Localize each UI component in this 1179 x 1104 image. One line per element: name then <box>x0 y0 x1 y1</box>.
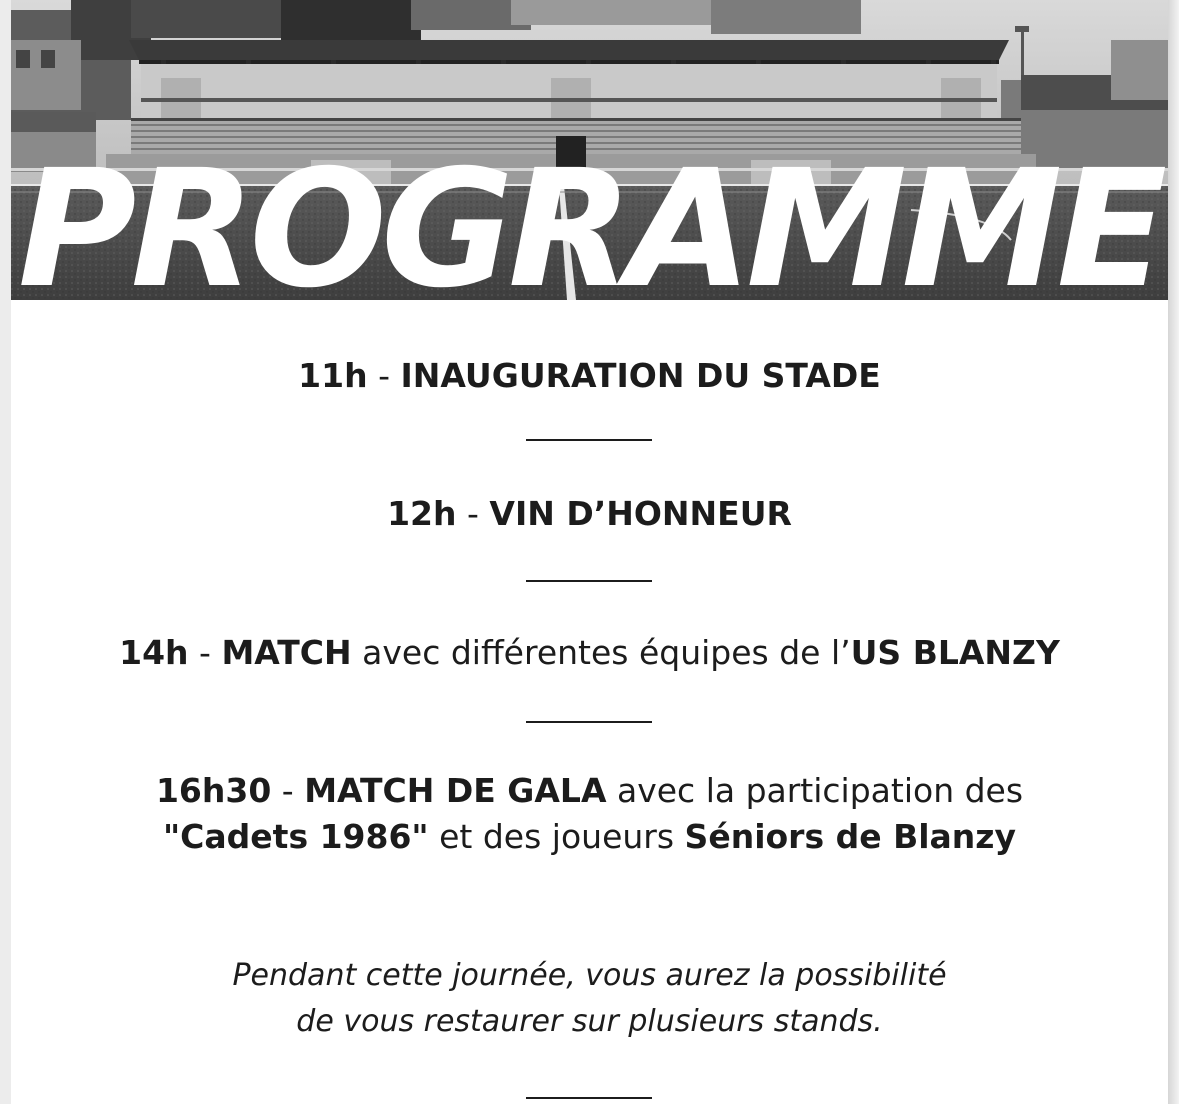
schedule-item-1 <box>11 353 1168 399</box>
schedule-team: US BLANZY <box>850 633 1060 672</box>
schedule-time: 16h30 <box>155 771 272 810</box>
divider <box>526 721 652 723</box>
stadium-photo <box>11 0 1168 300</box>
info-note <box>11 953 1168 1045</box>
schedule-guest-team: "Cadets 1986" <box>162 817 429 856</box>
schedule-line-1 <box>11 768 1168 814</box>
schedule-separator: - <box>378 356 391 395</box>
schedule-text: avec différentes équipes de l’ <box>362 633 851 672</box>
schedule-time: 11h <box>298 356 368 395</box>
hero-title: PROGRAMME <box>17 136 1162 300</box>
info-note-line-2: de vous restaurer sur plusieurs stands. <box>296 1004 883 1039</box>
schedule-home-team: Séniors de Blanzy <box>684 817 1017 856</box>
divider <box>526 1097 652 1099</box>
schedule-line-2 <box>11 814 1168 860</box>
schedule-time: 12h <box>387 494 457 533</box>
schedule-text: avec la participation des <box>617 771 1024 810</box>
schedule-separator: - <box>281 771 294 810</box>
schedule-text: et des joueurs <box>439 817 675 856</box>
hero-title-clip <box>11 0 1168 300</box>
schedule-title: MATCH <box>221 633 352 672</box>
schedule-separator: - <box>199 633 211 672</box>
page-edge <box>1168 0 1179 1104</box>
schedule-item-3 <box>11 630 1168 676</box>
schedule-title: INAUGURATION DU STADE <box>400 356 881 395</box>
poster-sheet <box>11 0 1168 1104</box>
schedule-time: 14h <box>119 633 189 672</box>
divider <box>526 439 652 441</box>
divider <box>526 580 652 582</box>
schedule-item-2 <box>11 491 1168 537</box>
schedule-item-4 <box>11 768 1168 860</box>
schedule-title: VIN D’HONNEUR <box>489 494 792 533</box>
info-note-line-1: Pendant cette journée, vous aurez la possibilité <box>232 958 947 993</box>
schedule-title: MATCH DE GALA <box>304 771 607 810</box>
schedule-separator: - <box>466 494 479 533</box>
